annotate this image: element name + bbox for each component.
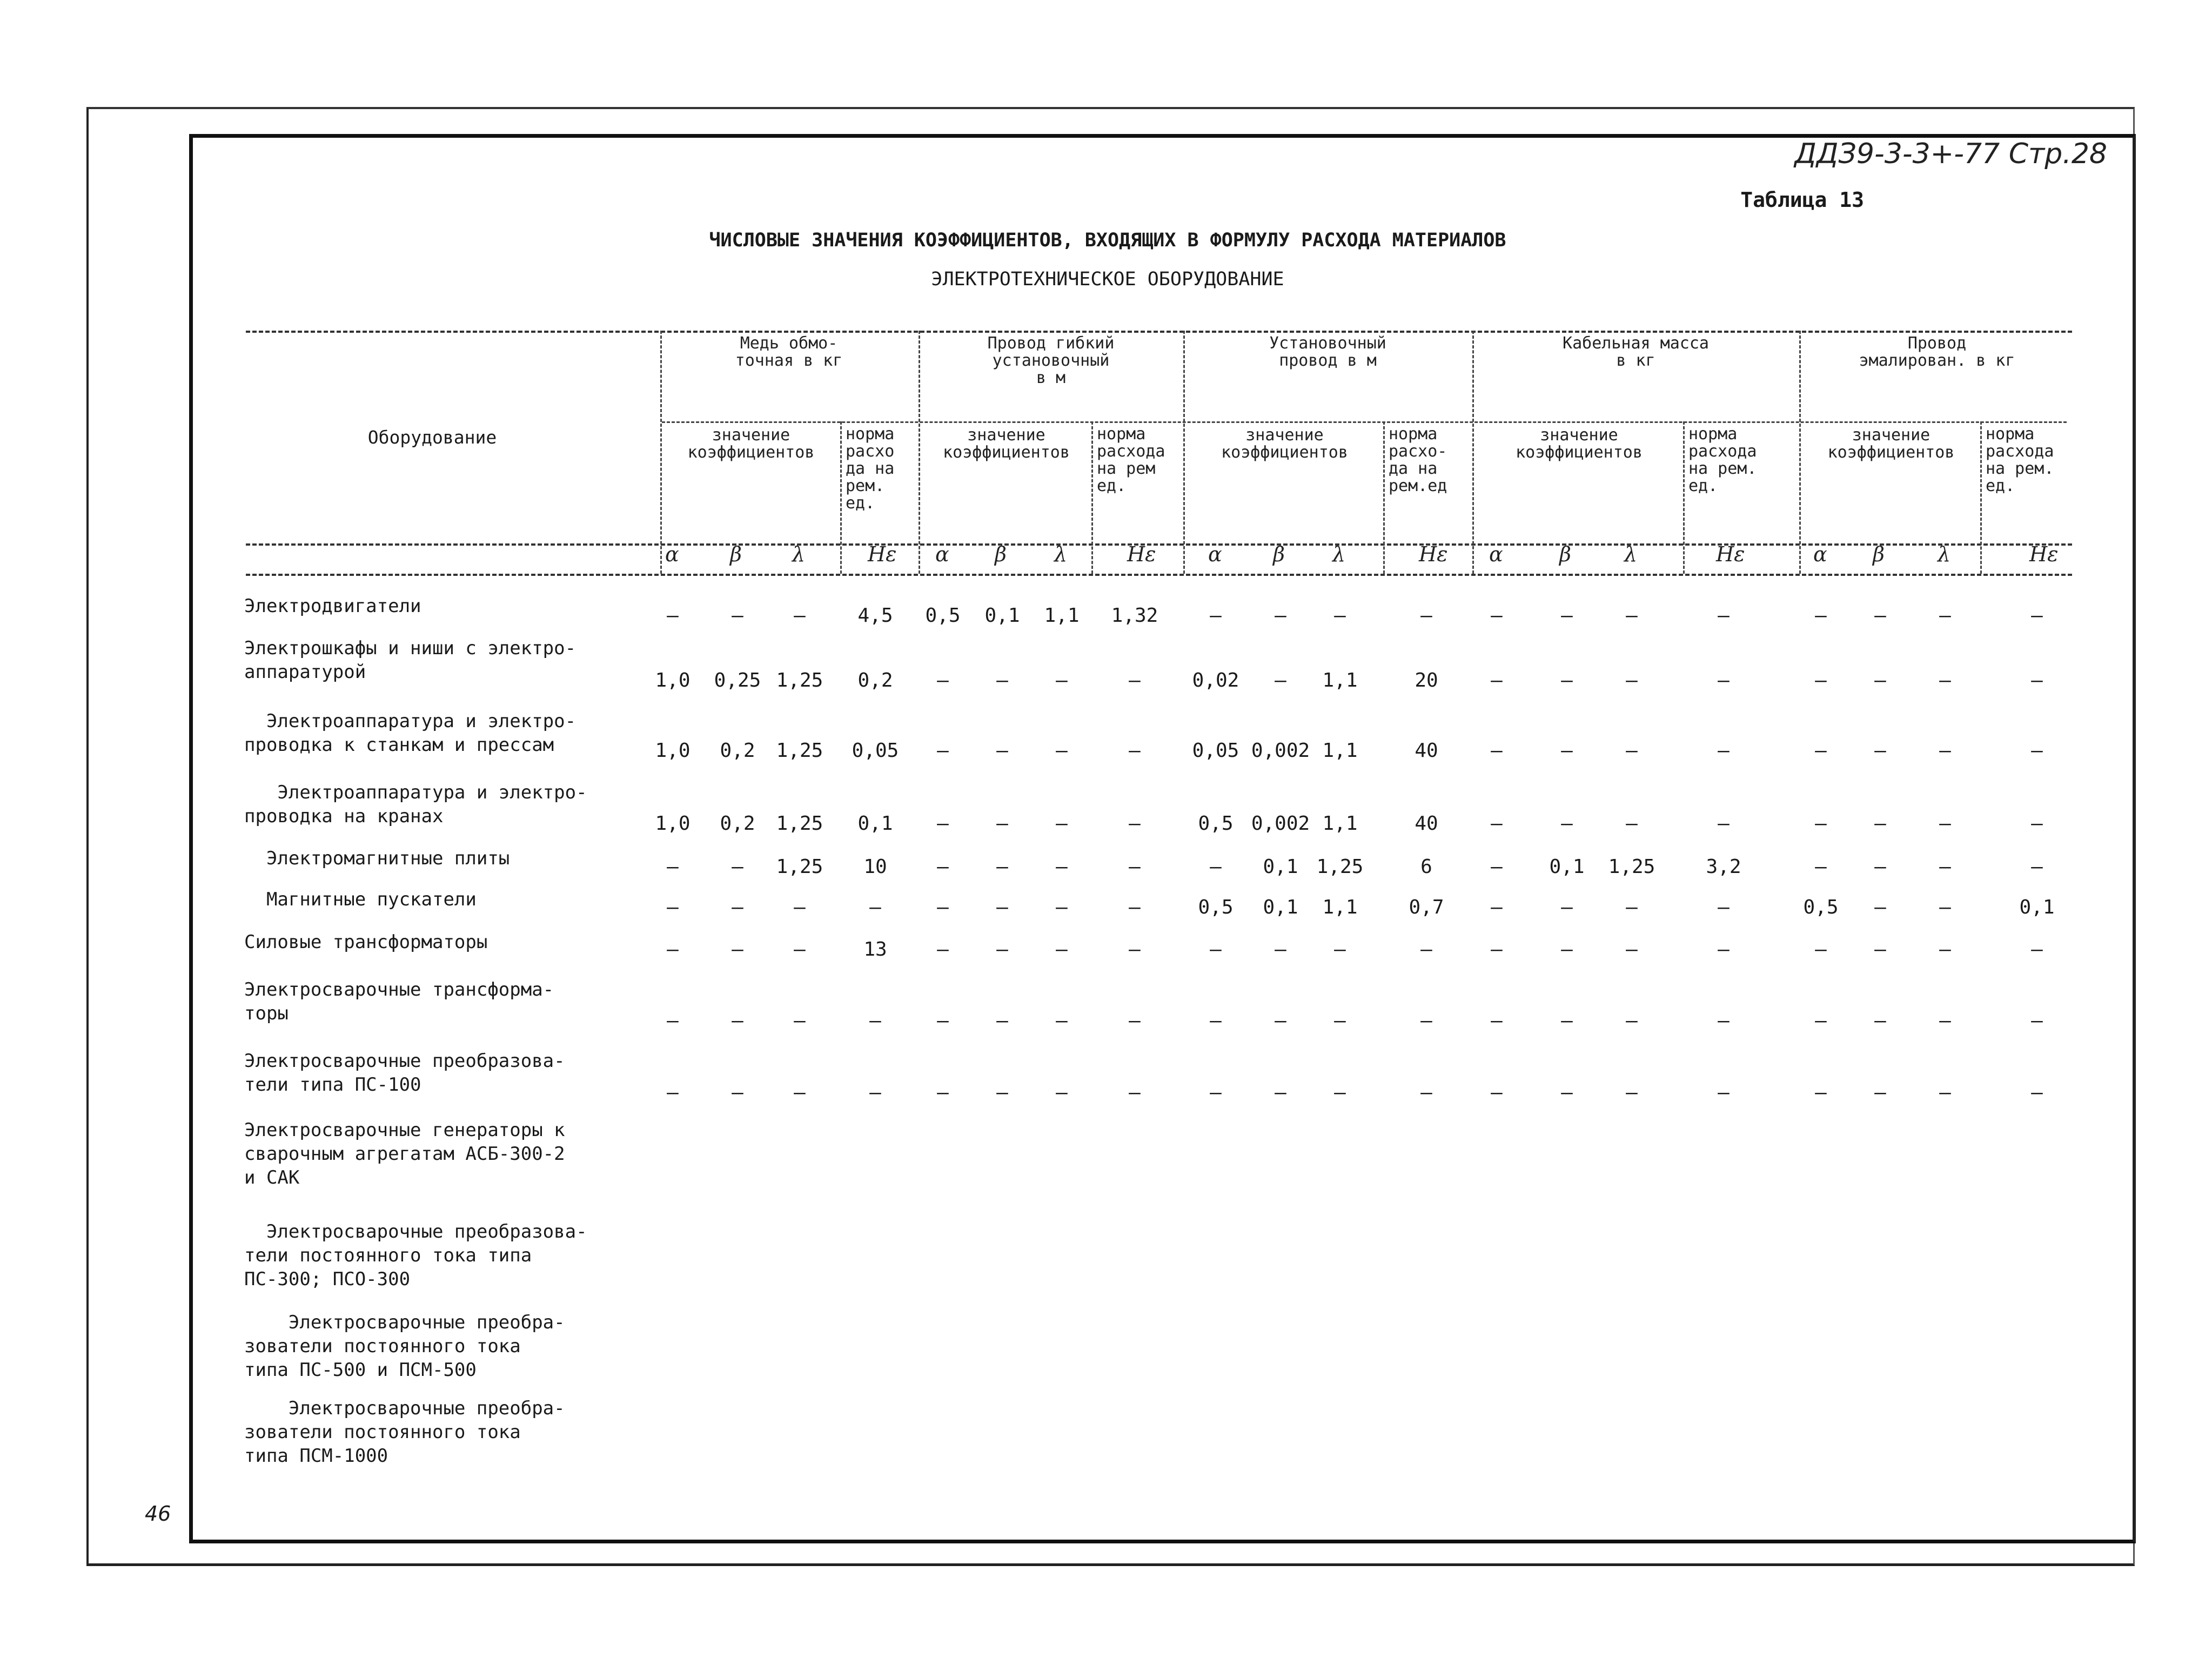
norm-separator <box>1980 421 1982 574</box>
table-cell: – <box>1491 856 1503 878</box>
table-cell: – <box>1275 669 1286 691</box>
sheet-number: 46 <box>145 1502 171 1526</box>
table-cell: – <box>1718 605 1730 627</box>
table-cell: 0,2 <box>720 740 755 762</box>
table-cell: 0,1 <box>1263 856 1298 878</box>
table-cell: 40 <box>1415 740 1438 762</box>
coefficient-symbol: λ <box>1938 542 1951 566</box>
coef-header: значение коэффициентов <box>687 426 815 462</box>
table-cell: 1,1 <box>1322 812 1358 835</box>
table-cell: – <box>1718 740 1730 762</box>
table-cell: – <box>1420 1010 1432 1032</box>
table-cell: 1,25 <box>776 740 823 762</box>
table-cell: – <box>1056 669 1068 691</box>
table-cell: – <box>1275 1082 1286 1104</box>
table-cell: 1,25 <box>776 669 823 691</box>
coefficient-symbol: Hε <box>868 542 897 566</box>
table-cell: – <box>1626 1010 1638 1032</box>
table-cell: 0,2 <box>857 669 893 691</box>
table-cell: – <box>732 1010 743 1032</box>
coefficient-symbol: Hε <box>1419 542 1448 566</box>
table-cell: – <box>732 896 743 918</box>
table-cell: – <box>996 812 1008 835</box>
table-cell: – <box>1718 896 1730 918</box>
table-cell: – <box>1420 1082 1432 1104</box>
equipment-label: Силовые трансформаторы <box>244 931 488 953</box>
table-cell: – <box>1874 896 1886 918</box>
table-cell: – <box>1056 896 1068 918</box>
table-cell: – <box>1491 812 1503 835</box>
table-cell: – <box>1874 605 1886 627</box>
table-cell: – <box>1815 740 1827 762</box>
table-cell: – <box>2031 605 2043 627</box>
table-cell: – <box>1491 605 1503 627</box>
table-cell: – <box>1939 669 1951 691</box>
coef-header: значение коэффициентов <box>1221 426 1348 462</box>
table-cell: – <box>937 740 949 762</box>
table-cell: 40 <box>1415 812 1438 835</box>
table-cell: – <box>937 1010 949 1032</box>
coefficient-symbol: Hε <box>1716 542 1745 566</box>
table-cell: 3,2 <box>1706 856 1741 878</box>
table-cell: 1,1 <box>1322 896 1358 918</box>
equipment-label: Электромагнитные плиты <box>244 848 510 869</box>
table-cell: – <box>667 856 679 878</box>
equipment-label: Электроаппаратура и электро- проводка на кранах <box>244 782 587 827</box>
table-cell: – <box>2031 938 2043 961</box>
table-cell: – <box>1210 1082 1222 1104</box>
page-reference: ДДЗ9-3-3+-77 Стр.28 <box>1794 138 2107 170</box>
table-cell: – <box>1939 1010 1951 1032</box>
table-cell: – <box>794 1082 806 1104</box>
table-cell: – <box>1718 1082 1730 1104</box>
table-cell: – <box>937 856 949 878</box>
table-cell: – <box>937 1082 949 1104</box>
table-cell: – <box>1129 896 1141 918</box>
table-cell: 1,25 <box>1316 856 1364 878</box>
table-cell: – <box>1129 812 1141 835</box>
table-cell: – <box>732 938 743 961</box>
table-cell: – <box>1815 938 1827 961</box>
table-cell: 1,25 <box>776 812 823 835</box>
table-cell: – <box>1874 1082 1886 1104</box>
table-cell: – <box>1129 669 1141 691</box>
table-cell: – <box>937 812 949 835</box>
table-cell: – <box>1275 938 1286 961</box>
document-title: ЧИСЛОВЫЕ ЗНАЧЕНИЯ КОЭФФИЦИЕНТОВ, ВХОДЯЩИХ В ФОРМУЛУ РАСХОДА МАТЕРИАЛОВ <box>709 230 1506 251</box>
table-cell: 20 <box>1415 669 1438 691</box>
coefficient-symbol: β <box>1559 542 1571 566</box>
table-cell: 6 <box>1420 856 1432 878</box>
table-top-rule <box>246 331 2072 333</box>
group-header-copper-wire: Медь обмо- точная в кг <box>735 334 843 370</box>
group-separator <box>1183 331 1185 574</box>
coefficient-symbol: β <box>1873 542 1885 566</box>
table-cell: – <box>1275 1010 1286 1032</box>
table-cell: – <box>869 896 881 918</box>
group-separator <box>1472 331 1474 574</box>
table-cell: – <box>1718 938 1730 961</box>
coefficient-symbol: β <box>730 542 742 566</box>
table-cell: – <box>1815 605 1827 627</box>
norm-header: норма расхода на рем. ед. <box>1688 425 1757 495</box>
coefficient-symbol: λ <box>792 542 806 566</box>
norm-header: норма расхода на рем ед. <box>1097 425 1165 495</box>
table-cell: – <box>1626 812 1638 835</box>
table-cell: – <box>1056 740 1068 762</box>
table-cell: 1,0 <box>655 669 691 691</box>
group-separator <box>1799 331 1801 574</box>
table-cell: – <box>1334 938 1346 961</box>
coef-header: значение коэффициентов <box>943 426 1070 462</box>
table-cell: – <box>996 669 1008 691</box>
coefficient-symbol: α <box>665 542 679 566</box>
equipment-label: Электросварочные трансформа- торы <box>244 979 554 1024</box>
table-cell: – <box>1129 856 1141 878</box>
equipment-label: Электрошкафы и ниши с электро- аппаратурой <box>244 637 577 683</box>
table-cell: – <box>1275 605 1286 627</box>
norm-separator <box>1091 421 1093 574</box>
coefficient-symbol: λ <box>1624 542 1638 566</box>
table-cell: – <box>1626 938 1638 961</box>
table-cell: 0,02 <box>1192 669 1239 691</box>
table-cell: – <box>1939 812 1951 835</box>
table-cell: 0,5 <box>1198 896 1234 918</box>
table-cell: – <box>1420 605 1432 627</box>
equipment-column-header: Оборудование <box>367 427 497 448</box>
table-cell: – <box>794 605 806 627</box>
equipment-label: Электросварочные преобра- зователи постоянного тока типа ПСМ-1000 <box>244 1398 565 1467</box>
table-cell: – <box>1491 896 1503 918</box>
table-cell: 0,5 <box>925 605 961 627</box>
table-cell: – <box>1561 669 1573 691</box>
table-cell: – <box>1056 938 1068 961</box>
table-cell: – <box>1129 1010 1141 1032</box>
table-cell: 0,1 <box>1263 896 1298 918</box>
table-cell: – <box>1491 669 1503 691</box>
table-cell: – <box>1210 938 1222 961</box>
coef-header: значение коэффициентов <box>1516 426 1643 462</box>
table-cell: – <box>667 605 679 627</box>
table-cell: – <box>1056 1010 1068 1032</box>
table-cell: – <box>2031 1082 2043 1104</box>
table-cell: – <box>1874 856 1886 878</box>
table-cell: – <box>1874 740 1886 762</box>
table-cell: – <box>1815 812 1827 835</box>
table-cell: – <box>1056 856 1068 878</box>
table-cell: 0,7 <box>1409 896 1444 918</box>
table-cell: – <box>1561 812 1573 835</box>
table-cell: – <box>1561 605 1573 627</box>
table-cell: – <box>667 896 679 918</box>
table-cell: – <box>1129 1082 1141 1104</box>
table-cell: – <box>937 669 949 691</box>
coef-header: значение коэффициентов <box>1827 426 1955 462</box>
norm-separator <box>840 421 842 574</box>
table-cell: – <box>1815 1082 1827 1104</box>
coefficient-symbol: λ <box>1054 542 1068 566</box>
table-cell: 1,32 <box>1111 605 1158 627</box>
table-cell: – <box>667 1082 679 1104</box>
coefficient-symbol: α <box>935 542 949 566</box>
table-cell: 1,25 <box>1608 856 1655 878</box>
table-cell: – <box>1939 938 1951 961</box>
table-cell: 1,0 <box>655 812 691 835</box>
table-cell: – <box>1626 1082 1638 1104</box>
norm-header: норма расхода на рем. ед. <box>1986 425 2054 495</box>
table-cell: – <box>1129 740 1141 762</box>
table-cell: 1,1 <box>1322 740 1358 762</box>
table-cell: 1,25 <box>776 856 823 878</box>
table-cell: – <box>937 938 949 961</box>
table-cell: 0,002 <box>1251 812 1310 835</box>
table-cell: – <box>869 1010 881 1032</box>
table-cell: – <box>1815 1010 1827 1032</box>
table-cell: – <box>2031 812 2043 835</box>
table-cell: 1,0 <box>655 740 691 762</box>
table-cell: – <box>794 896 806 918</box>
table-cell: – <box>732 856 743 878</box>
coefficient-symbol: α <box>1813 542 1827 566</box>
table-cell: 0,1 <box>2019 896 2055 918</box>
table-cell: – <box>1874 669 1886 691</box>
table-cell: – <box>1561 740 1573 762</box>
table-cell: – <box>1718 812 1730 835</box>
group-divider-rule <box>662 421 2067 423</box>
table-cell: 10 <box>863 856 887 878</box>
equipment-label: Электросварочные преобразова- тели постоянного тока типа ПС-300; ПСО-300 <box>244 1221 587 1290</box>
coefficient-symbol: α <box>1208 542 1222 566</box>
table-cell: – <box>2031 740 2043 762</box>
table-cell: – <box>1815 856 1827 878</box>
table-cell: – <box>1626 605 1638 627</box>
table-cell: – <box>1561 1082 1573 1104</box>
norm-header: норма расхо- да на рем.ед <box>1389 425 1447 495</box>
table-cell: – <box>1939 740 1951 762</box>
table-cell: – <box>732 605 743 627</box>
table-cell: 0,05 <box>1192 740 1239 762</box>
table-cell: – <box>996 938 1008 961</box>
table-cell: 0,5 <box>1803 896 1839 918</box>
table-cell: 0,25 <box>714 669 761 691</box>
table-cell: – <box>996 856 1008 878</box>
table-cell: – <box>732 1082 743 1104</box>
table-cell: 1,1 <box>1044 605 1080 627</box>
table-cell: – <box>2031 1010 2043 1032</box>
table-cell: – <box>2031 669 2043 691</box>
table-cell: – <box>1491 1082 1503 1104</box>
table-cell: – <box>1056 1082 1068 1104</box>
table-cell: – <box>996 1010 1008 1032</box>
coefficient-symbol: β <box>1273 542 1285 566</box>
coefficient-symbol: λ <box>1332 542 1346 566</box>
coefficient-symbol: β <box>995 542 1007 566</box>
table-cell: – <box>1334 605 1346 627</box>
table-cell: – <box>1056 812 1068 835</box>
table-cell: – <box>937 896 949 918</box>
table-cell: – <box>996 896 1008 918</box>
table-cell: – <box>1939 1082 1951 1104</box>
table-cell: 0,05 <box>852 740 899 762</box>
table-cell: – <box>996 740 1008 762</box>
equipment-label: Электросварочные преобра- зователи постоянного тока типа ПС-500 и ПСМ-500 <box>244 1312 565 1381</box>
table-cell: – <box>1491 938 1503 961</box>
equipment-label: Магнитные пускатели <box>244 889 477 910</box>
table-cell: 0,5 <box>1198 812 1234 835</box>
table-cell: – <box>1874 938 1886 961</box>
table-cell: – <box>794 938 806 961</box>
table-cell: – <box>2031 856 2043 878</box>
norm-separator <box>1683 421 1685 574</box>
group-header-installation-wire: Установочный провод в м <box>1269 334 1386 370</box>
table-cell: – <box>1626 740 1638 762</box>
group-header-flexible-wire: Провод гибкий установочный в м <box>987 334 1115 387</box>
table-cell: – <box>667 938 679 961</box>
table-cell: – <box>1491 1010 1503 1032</box>
table-cell: – <box>1626 669 1638 691</box>
table-cell: – <box>1561 1010 1573 1032</box>
table-cell: – <box>1815 669 1827 691</box>
table-cell: 0,1 <box>1549 856 1585 878</box>
table-cell: – <box>1420 938 1432 961</box>
table-cell: 0,1 <box>984 605 1020 627</box>
table-cell: 0,002 <box>1251 740 1310 762</box>
coefficient-symbol: Hε <box>2029 542 2059 566</box>
equipment-label: Электроаппаратура и электро- проводка к станкам и прессам <box>244 710 577 756</box>
table-cell: – <box>1491 740 1503 762</box>
group-header-cable-mass: Кабельная масса в кг <box>1563 334 1709 370</box>
header-bottom-rule <box>246 543 2072 546</box>
table-cell: – <box>1626 896 1638 918</box>
norm-separator <box>1383 421 1385 574</box>
table-cell: – <box>1210 856 1222 878</box>
table-cell: – <box>996 1082 1008 1104</box>
table-cell: – <box>1874 812 1886 835</box>
table-cell: 4,5 <box>857 605 893 627</box>
table-cell: – <box>1561 896 1573 918</box>
table-cell: – <box>1718 1010 1730 1032</box>
equipment-label: Электросварочные преобразова- тели типа ПС-100 <box>244 1050 565 1096</box>
table-cell: – <box>1561 938 1573 961</box>
table-cell: – <box>1334 1082 1346 1104</box>
table-cell: – <box>794 1010 806 1032</box>
table-cell: – <box>1129 938 1141 961</box>
coefficient-symbol: α <box>1489 542 1503 566</box>
table-cell: – <box>1939 605 1951 627</box>
coefficient-symbol: Hε <box>1127 542 1156 566</box>
table-cell: – <box>667 1010 679 1032</box>
table-cell: – <box>1939 856 1951 878</box>
table-cell: – <box>869 1082 881 1104</box>
table-cell: – <box>1334 1010 1346 1032</box>
table-cell: – <box>1874 1010 1886 1032</box>
symbol-row-rule <box>246 574 2072 576</box>
group-header-enameled-wire: Провод эмалирован. в кг <box>1859 334 2015 370</box>
table-cell: – <box>1210 1010 1222 1032</box>
table-cell: 0,2 <box>720 812 755 835</box>
table-cell: 0,1 <box>857 812 893 835</box>
table-cell: – <box>1718 669 1730 691</box>
table-label: Таблица 13 <box>1740 188 1864 212</box>
document-subtitle: ЭЛЕКТРОТЕХНИЧЕСКОЕ ОБОРУДОВАНИЕ <box>931 268 1284 290</box>
table-cell: – <box>1939 896 1951 918</box>
table-cell: 13 <box>863 938 887 961</box>
norm-header: норма расхо да на рем. ед. <box>846 425 895 513</box>
group-separator <box>919 331 920 574</box>
equipment-label: Электродвигатели <box>244 595 421 617</box>
equipment-label: Электросварочные генераторы к сварочным агрегатам АСБ-300-2 и САК <box>244 1119 565 1188</box>
table-cell: 1,1 <box>1322 669 1358 691</box>
table-cell: – <box>1210 605 1222 627</box>
